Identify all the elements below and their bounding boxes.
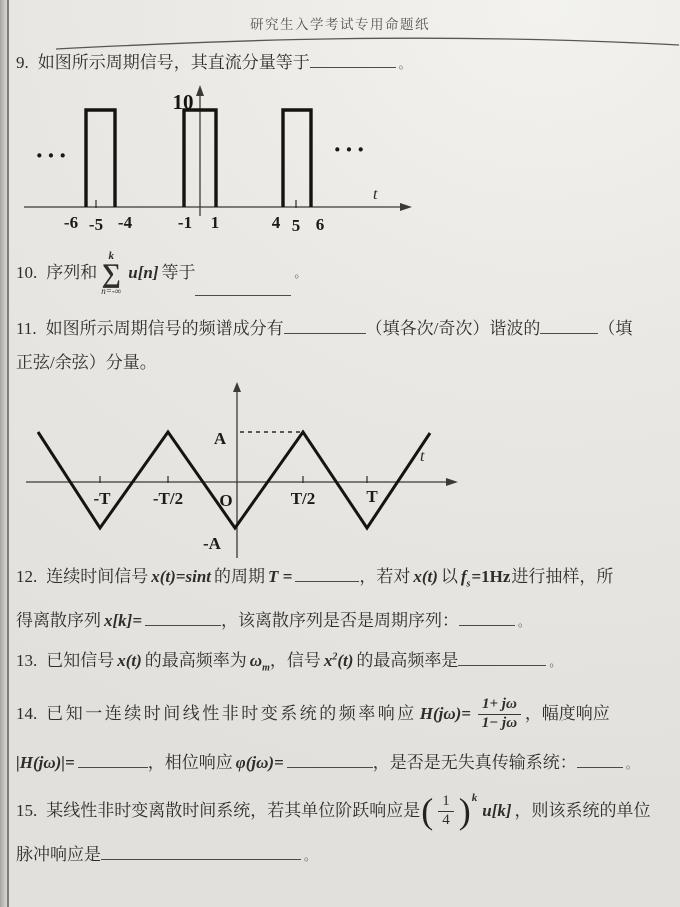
q15-paren-right: ): [458, 790, 471, 831]
q15-fraction: [438, 793, 454, 829]
q13-text-3: ，信号: [269, 651, 321, 670]
q12-text-l2-2: ，该离散序列是否是周期序列：: [221, 611, 460, 630]
question-10: [16, 246, 307, 300]
q11-text-2: （填各次/奇次）谐波的: [365, 319, 541, 338]
question-14-line2: [16, 750, 638, 775]
question-9: [16, 50, 411, 75]
question-14-line1: [16, 688, 610, 740]
q12-endmark: 。: [518, 615, 531, 629]
q15-fraction-denominator: 4: [442, 811, 450, 828]
q9-number: 9.: [16, 53, 29, 72]
q15-number: 15.: [16, 800, 38, 820]
q15-math-uk: u[k]: [482, 800, 512, 820]
q12-math-1hz: =1Hz: [471, 567, 511, 586]
q13-math-omega-sub: m: [262, 662, 270, 674]
fig11-tick-label: -T/2: [152, 489, 184, 508]
q14-answer-blank-2: [287, 750, 373, 768]
q14-fraction: [478, 696, 521, 732]
q10-term: u[n]: [128, 262, 159, 282]
q12-text-1: 连续时间信号: [46, 567, 149, 586]
q11-text-1: 如图所示周期信号的频谱成分有: [45, 319, 284, 338]
fig9-peak-label: 10: [172, 90, 194, 114]
fig11-ymax-label: A: [213, 429, 227, 448]
q10-sum-lower: n=-∞: [101, 285, 122, 296]
q13-text-4: 的最高频率是: [356, 651, 459, 670]
q12-answer-blank-2: [145, 608, 221, 626]
q11-answer-blank-1: [284, 316, 366, 334]
q12-text-l2-1: 得离散序列: [16, 611, 101, 630]
fig9-x-arrow-icon: [400, 203, 412, 211]
q11-text-line2: 正弦/余弦）分量。: [16, 353, 157, 372]
q12-text-4: 以: [440, 567, 458, 586]
exam-header-title: 研究生入学考试专用命题纸: [250, 17, 430, 32]
q14-math-phase: φ(jω)=: [235, 753, 284, 772]
fig9-tick-label: 1: [210, 213, 220, 232]
q12-math-f: f: [460, 567, 467, 586]
fig9-t-label: t: [373, 186, 378, 203]
q14-answer-blank-3: [577, 750, 623, 768]
question-11-line2: [16, 352, 157, 375]
q11-answer-blank-2: [540, 316, 598, 334]
q12-answer-blank-1: [295, 564, 359, 582]
q14-fraction-numerator: 1+ jω: [478, 696, 521, 714]
fig9-tick-label: 4: [271, 213, 281, 232]
q14-math-H: H(jω)=: [419, 703, 471, 723]
q15-paren-left: (: [421, 790, 434, 831]
q13-math-t-paren: (t): [337, 651, 354, 670]
q13-endmark: 。: [549, 655, 562, 669]
fig11-t-label: t: [420, 448, 425, 465]
fig11-waveform: [38, 432, 430, 528]
q10-text-pre: 序列和: [46, 262, 98, 282]
question-15-line1: [16, 786, 651, 836]
q11-number: 11.: [16, 319, 37, 338]
q14-answer-blank-1: [78, 750, 148, 768]
q12-text-2: 的周期: [214, 567, 265, 586]
q12-text-5: 进行抽样，所: [511, 567, 614, 586]
q15-endmark: 。: [304, 849, 317, 863]
q13-text-1: 已知信号: [46, 651, 115, 670]
q13-math-xt: x(t): [117, 651, 142, 670]
question-12-line2: [16, 608, 530, 633]
question-11-line1: [16, 316, 632, 341]
q10-endmark: 。: [294, 265, 307, 280]
figure-11-triangle-wave: [18, 382, 463, 564]
fig11-ymin-label: -A: [203, 534, 221, 553]
q15-answer-blank: [101, 842, 301, 860]
q12-math-T: T =: [268, 567, 293, 586]
q13-math-omega: ω: [249, 651, 263, 670]
fig11-origin-label: O: [219, 491, 233, 510]
q12-math-f-sub: s: [466, 578, 471, 590]
question-12-line1: [16, 564, 613, 591]
fig9-pulse-right: [283, 110, 311, 207]
q15-fraction-numerator: 1: [438, 793, 454, 811]
sigma-icon: ∑: [101, 258, 121, 289]
figure-9-pulse-train: [18, 85, 438, 243]
q14-fraction-denominator: 1− jω: [481, 714, 518, 731]
fig9-tick-label: 6: [315, 215, 325, 234]
q12-answer-blank-3: [459, 608, 515, 626]
q14-text-l2-2: ，是否是无失真传输系统：: [372, 753, 577, 772]
q13-math-x-sup: 2: [332, 651, 338, 663]
q9-answer-blank: [310, 50, 396, 68]
fig9-pulse-left: [86, 110, 115, 207]
scan-left-edge-line: [7, 0, 9, 907]
q15-text-1: 某线性非时变离散时间系统，若其单位阶跃响应是: [46, 800, 421, 820]
fig9-tick-label: -6: [63, 213, 79, 232]
q10-summation: [101, 251, 121, 296]
q10-number: 10.: [16, 262, 38, 282]
question-13: [16, 648, 561, 675]
q9-endmark: 。: [398, 57, 411, 71]
q14-text-l2-1: ，相位响应: [147, 753, 233, 772]
fig9-y-arrow-icon: [196, 85, 204, 96]
q9-text: 如图所示周期信号，其直流分量等于: [37, 53, 310, 72]
fig9-tick-label: -4: [117, 213, 133, 232]
q10-sum-upper: k: [108, 249, 114, 262]
fig9-tick-label: -5: [88, 215, 104, 234]
fig9-ellipsis-left: ···: [35, 141, 71, 170]
q12-math-xk: x[k]=: [104, 611, 143, 630]
q14-text-2: ，幅度响应: [524, 703, 610, 723]
fig11-tick-label: T/2: [290, 489, 316, 508]
q13-answer-blank: [458, 648, 546, 666]
q12-text-3: ，若对: [359, 567, 411, 586]
fig9-tick-label: 5: [291, 216, 301, 235]
q13-text-2: 的最高频率为: [144, 651, 247, 670]
q11-text-3: （填: [598, 319, 633, 338]
q12-number: 12.: [16, 567, 38, 586]
q14-number: 14.: [16, 703, 38, 723]
fig9-ellipsis-right: ···: [333, 135, 369, 164]
q12-math-xt: x(t): [413, 567, 438, 586]
q15-exponent: k: [471, 791, 478, 804]
q14-math-magnitude: |H(jω)|=: [16, 753, 75, 772]
q10-answer-blank: [195, 278, 291, 296]
question-15-line2: [16, 842, 316, 867]
q14-text-1: 已知一连续时间线性非时变系统的频率响应: [46, 703, 417, 723]
q15-text-2: ，则该系统的单位: [514, 800, 651, 820]
q13-number: 13.: [16, 651, 38, 670]
q10-text-post: 等于: [161, 262, 196, 282]
fig11-tick-label: -T: [93, 489, 111, 508]
fig9-tick-label: -1: [177, 213, 193, 232]
q13-math-x: x: [323, 651, 333, 670]
fig11-tick-label: T: [366, 487, 378, 506]
q14-endmark: 。: [625, 757, 638, 771]
q15-text-line2: 脉冲响应是: [16, 845, 101, 864]
fig11-x-arrow-icon: [446, 478, 458, 486]
q12-math-xt-sint: x(t)=sint: [151, 567, 211, 586]
fig11-y-arrow-icon: [233, 382, 241, 392]
